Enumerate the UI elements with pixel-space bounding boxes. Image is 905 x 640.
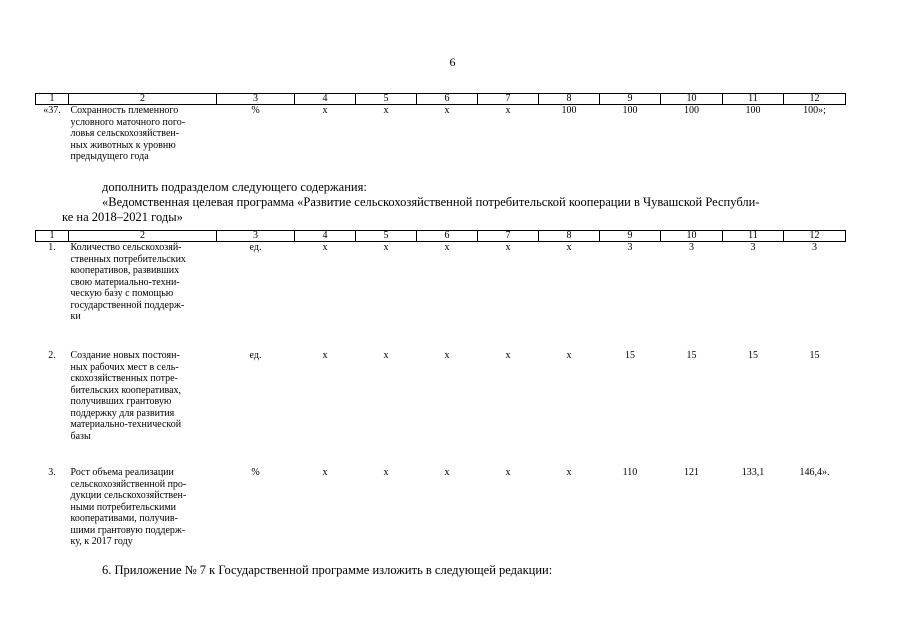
column-number: 12 (784, 94, 846, 105)
indicator-description (69, 242, 217, 351)
value-cell: х (383, 350, 389, 361)
description-line: кооперативов, развивших (70, 265, 180, 276)
description-line: ных рабочих мест в сель- (70, 361, 179, 373)
description-line: ки (70, 311, 81, 322)
column-number: 1 (36, 231, 69, 242)
column-number: 7 (478, 94, 539, 105)
description-line: государственной поддерж- (70, 299, 185, 311)
column-number: 10 (661, 231, 723, 242)
column-number: 2 (69, 94, 217, 105)
column-number: 12 (784, 231, 846, 242)
description-line: Сохранность племенного (70, 105, 179, 116)
value-cell: 15 (809, 350, 820, 361)
column-number: 2 (69, 231, 217, 242)
column-number: 6 (417, 94, 478, 105)
column-number: 7 (478, 231, 539, 242)
description-line: шими грантовую поддерж- (70, 524, 186, 536)
description-line: условного маточного пого- (70, 116, 186, 128)
value-cell: х (383, 105, 389, 116)
value-cell: х (566, 467, 572, 478)
paragraph-program-title: «Ведомственная целевая программа «Развитие сельскохозяйственной потребительской кооперации в Чувашской Республи- (102, 195, 760, 209)
indicator-description (69, 467, 217, 548)
value-cell: х (505, 105, 511, 116)
column-number: 1 (36, 94, 69, 105)
value-cell: х (383, 467, 389, 478)
description-line: материально-технической (70, 419, 182, 430)
value-cell: 15 (748, 350, 758, 361)
column-number: 8 (539, 231, 600, 242)
description-line: скохозяйственных потре- (70, 373, 178, 384)
column-number: 3 (217, 231, 295, 242)
value-cell: 146,4». (799, 467, 830, 478)
row-number: «37. (43, 105, 61, 116)
description-line: дукции сельскохозяйствен- (70, 490, 187, 501)
description-line: получивших грантовую (70, 396, 172, 407)
column-number: 11 (723, 231, 784, 242)
value-cell: 3 (627, 242, 633, 253)
value-cell: х (322, 350, 328, 361)
description-line: Создание новых постоян- (70, 350, 180, 361)
description-line: ными потребительскими (70, 501, 177, 513)
paragraph-add-subsection: дополнить подразделом следующего содержания: (102, 180, 367, 194)
value-cell: х (505, 242, 511, 253)
description-line: Рост объема реализации (70, 467, 174, 478)
paragraph-appendix-7: 6. Приложение № 7 к Государственной программе изложить в следующей редакции: (102, 563, 553, 577)
value-cell: 3 (750, 242, 756, 253)
table-row (36, 242, 846, 351)
unit-cell: ед. (249, 242, 262, 253)
description-line: поддержку для развития (70, 407, 175, 419)
value-cell: х (444, 467, 450, 478)
column-number: 3 (217, 94, 295, 105)
value-cell: 100 (561, 105, 577, 116)
indicators-table-1 (35, 93, 846, 163)
value-cell: х (566, 350, 572, 361)
value-cell: х (566, 242, 572, 253)
indicator-description (69, 105, 217, 163)
table-row (36, 105, 846, 163)
column-number: 9 (600, 94, 661, 105)
column-number: 4 (295, 94, 356, 105)
unit-cell: % (251, 105, 260, 116)
value-cell: х (444, 350, 450, 361)
description-line: ческую базу с помощью (70, 288, 174, 299)
description-line: базы (70, 430, 91, 442)
description-line: свою материально-техни- (70, 276, 180, 288)
description-line: предыдущего года (70, 151, 149, 162)
value-cell: 15 (686, 350, 697, 361)
column-number: 11 (723, 94, 784, 105)
column-number: 5 (356, 231, 417, 242)
value-cell: 100»; (803, 105, 826, 116)
value-cell: х (505, 350, 511, 361)
description-line: ловья сельскохозяйствен- (70, 128, 180, 139)
table-row (36, 467, 846, 548)
column-number: 4 (295, 231, 356, 242)
value-cell: х (444, 242, 450, 253)
value-cell: 100 (684, 105, 699, 116)
value-cell: х (322, 105, 328, 116)
value-cell: х (322, 242, 328, 253)
value-cell: 121 (684, 467, 699, 478)
column-number: 6 (417, 231, 478, 242)
value-cell: 15 (625, 350, 635, 361)
row-number: 3. (48, 467, 56, 478)
description-line: Количество сельскохозяй- (70, 242, 182, 253)
value-cell: х (322, 467, 328, 478)
column-number: 5 (356, 94, 417, 105)
table-header-row (36, 94, 846, 105)
page-number: 6 (449, 55, 456, 69)
row-number: 2. (48, 350, 56, 361)
description-line: кооперативами, получив- (70, 513, 178, 524)
value-cell: 133,1 (741, 467, 765, 478)
description-line: ственных потребительских (70, 253, 186, 265)
value-cell: 110 (622, 467, 638, 478)
description-line: сельскохозяйственной про- (70, 478, 187, 490)
column-number: 10 (661, 94, 723, 105)
paragraph-program-title-cont: ке на 2018–2021 годы» (62, 210, 183, 224)
value-cell: 100 (622, 105, 638, 116)
column-number: 9 (600, 231, 661, 242)
unit-cell: % (251, 467, 260, 478)
value-cell: 3 (812, 242, 817, 253)
row-number: 1. (48, 242, 56, 253)
value-cell: 100 (745, 105, 761, 116)
table-header-row (36, 231, 846, 242)
table-row (36, 350, 846, 467)
column-number: 8 (539, 94, 600, 105)
value-cell: х (444, 105, 450, 116)
description-line: ных животных к уровню (70, 139, 176, 151)
indicator-description (69, 350, 217, 467)
description-line: бительских кооперативах, (70, 384, 182, 396)
indicators-table-2 (35, 230, 846, 548)
value-cell: 3 (689, 242, 694, 253)
value-cell: х (383, 242, 389, 253)
value-cell: х (505, 467, 511, 478)
description-line: ку, к 2017 году (70, 536, 133, 547)
unit-cell: ед. (249, 350, 262, 361)
